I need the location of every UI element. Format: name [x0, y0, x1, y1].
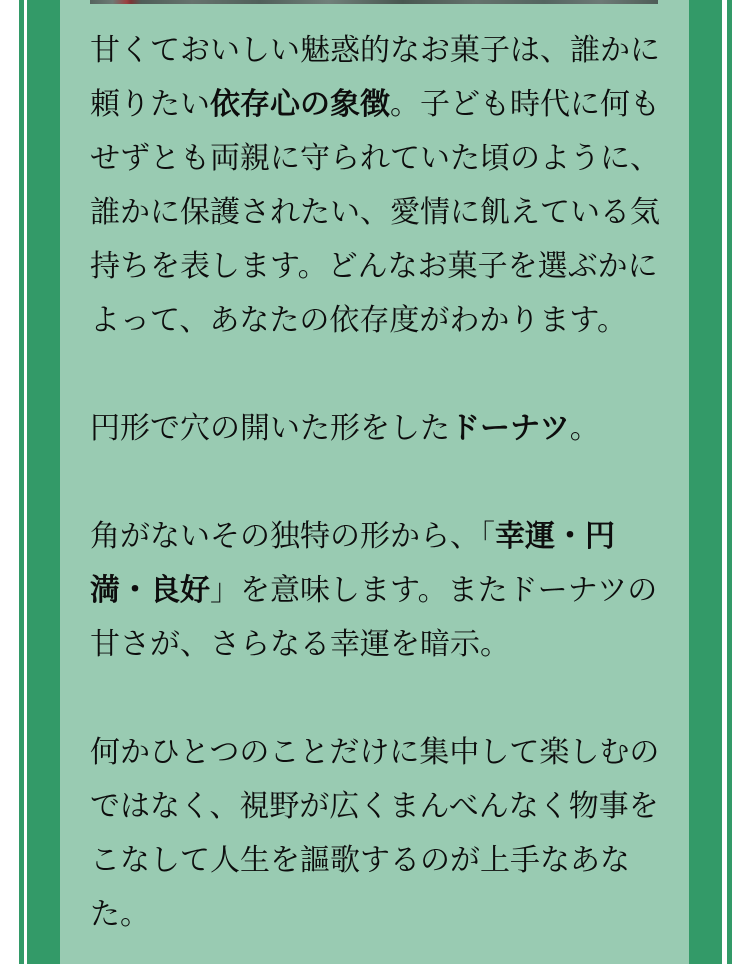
emphasis-text: ドーナツ: [450, 412, 570, 445]
text-run: 。: [569, 412, 600, 445]
text-run: 円形で穴の開いた形をした: [90, 412, 450, 445]
left-inner-border-bar: [27, 0, 60, 964]
text-run: 。子ども時代に何もせずとも両親に守られていた頃のように、誰かに保護されたい、愛情に飢えている気持ちを表します。どんなお菓子を選ぶかによって、あなたの依存度がわかります。: [90, 88, 660, 337]
paragraph: [90, 726, 660, 942]
paragraph: [90, 24, 660, 348]
text-run: 」を意味します。またドーナツの甘さが、さらなる幸運を暗示。: [90, 574, 658, 661]
emphasis-text: 幸運・円満・良好: [90, 520, 615, 607]
article-panel: [60, 0, 689, 964]
left-outer-border-bar: [19, 0, 24, 964]
text-run: 甘くておいしい魅惑的なお菓子は、誰かに頼りたい: [90, 34, 660, 121]
paragraph: [90, 402, 660, 456]
emphasis-text: 依存心の象徴: [210, 88, 390, 121]
article-text: [60, 4, 689, 968]
text-run: 何かひとつのことだけに集中して楽しむのではなく、視野が広くまんべんなく物事をこなして人生を謳歌するのが上手なあなた。: [90, 736, 660, 931]
right-inner-border-bar: [689, 0, 722, 964]
text-run: 角がないその独特の形から、「: [90, 520, 495, 553]
right-outer-border-bar: [727, 0, 732, 964]
paragraph: [90, 510, 660, 672]
